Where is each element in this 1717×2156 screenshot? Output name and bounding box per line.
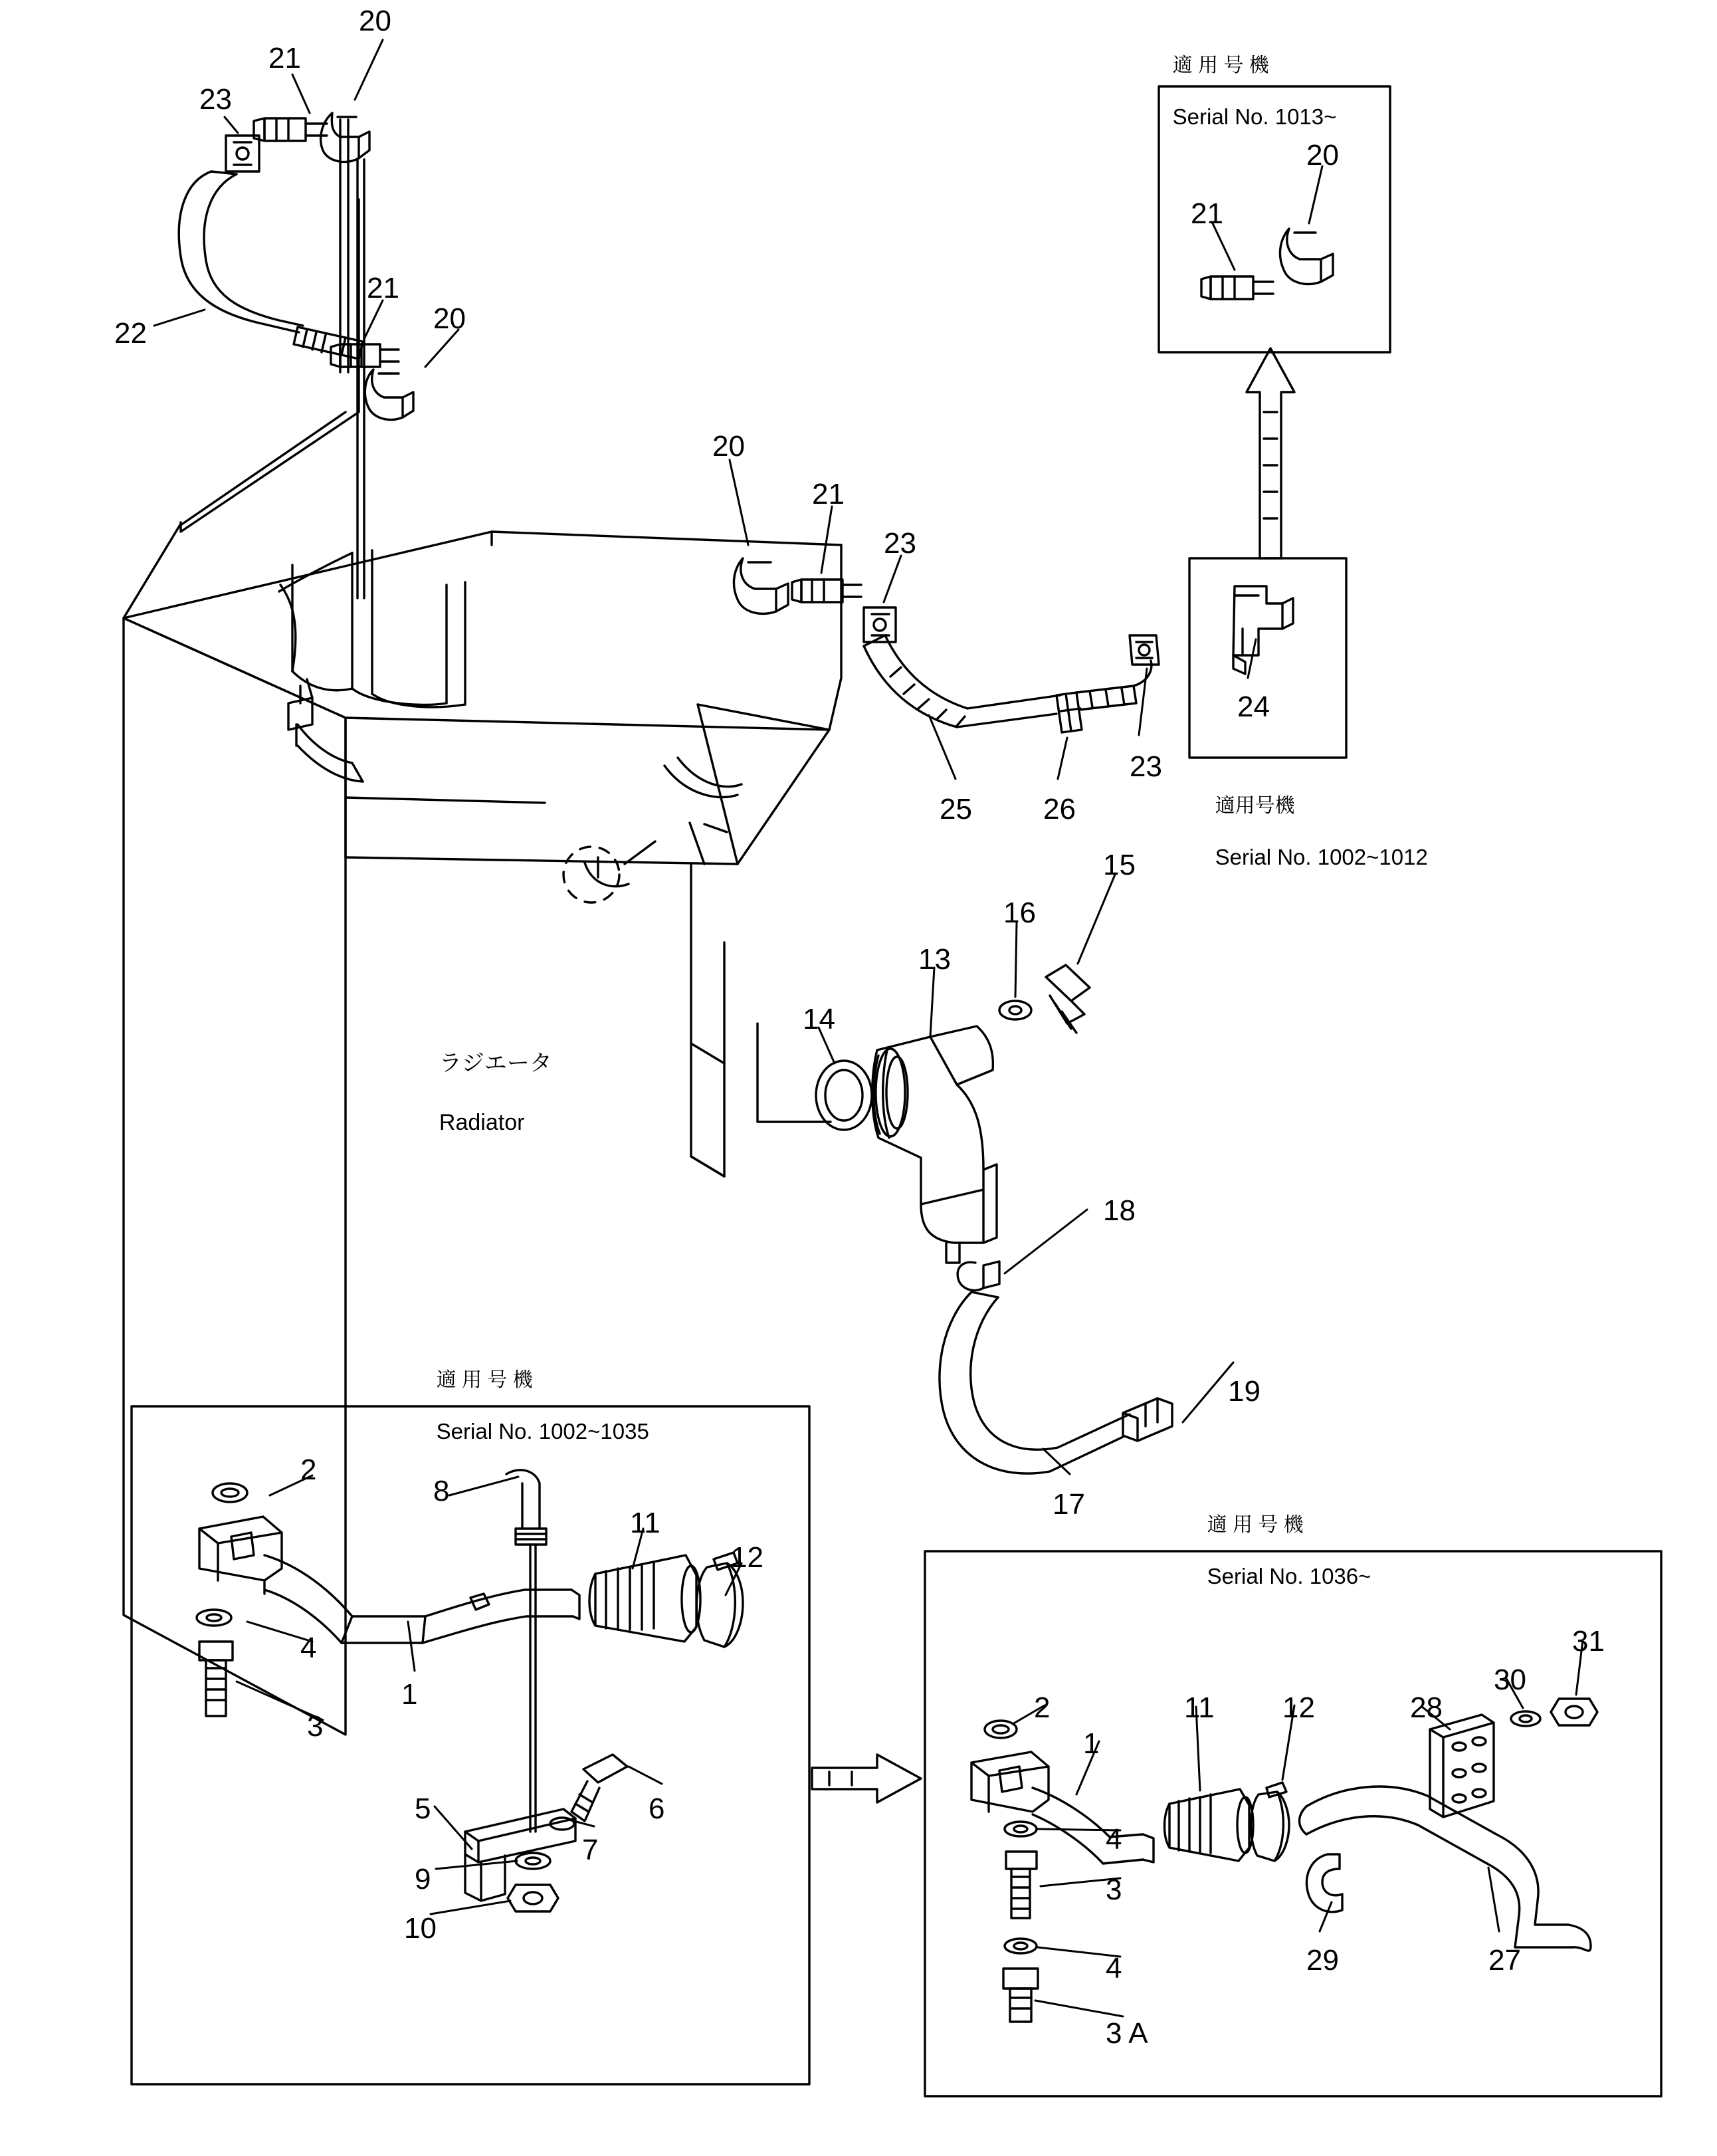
callout-number: 20: [359, 5, 391, 37]
callout-number: 19: [1228, 1375, 1261, 1408]
callout-number: 7: [582, 1834, 599, 1866]
inset-box-1002-1035-frame: [132, 1406, 809, 2084]
callout-number: 4: [1106, 1823, 1122, 1856]
serial-box-1013-serial: Serial No. 1013~: [1172, 104, 1337, 129]
callout-number: 4: [300, 1632, 317, 1664]
callout-number: 23: [884, 527, 916, 560]
serial-box-1036-jp: 適 用 号 機: [1207, 1513, 1304, 1536]
callout-number: 6: [649, 1792, 665, 1825]
callout-number: 23: [1130, 750, 1162, 783]
callout-number: 18: [1103, 1194, 1136, 1227]
callout-number: 2: [300, 1454, 317, 1486]
callout-number: 5: [415, 1792, 431, 1825]
callout-number: 12: [1282, 1691, 1315, 1724]
callout-number: 30: [1494, 1664, 1526, 1696]
serial-box-1002-1012-caption: [1204, 768, 1428, 871]
callout-number: 3 A: [1106, 2017, 1148, 2050]
callout-number: 9: [415, 1863, 431, 1895]
serial-box-1036-serial: Serial No. 1036~: [1207, 1563, 1371, 1588]
serial-box-1013-jp: 適 用 号 機: [1172, 54, 1269, 76]
callout-number: 21: [268, 42, 301, 74]
hose-25-26-assembly: [734, 558, 1159, 732]
callout-number: 14: [803, 1003, 835, 1035]
callout-number: 21: [812, 478, 845, 510]
serial-box-1002-1012-jp: 適用号機: [1215, 794, 1295, 817]
serial-box-1002-1035-serial: Serial No. 1002~1035: [436, 1418, 649, 1444]
callout-number: 23: [199, 83, 232, 116]
callout-number: 22: [114, 317, 147, 350]
callout-number: 29: [1306, 1944, 1339, 1977]
serial-box-1002-1035-caption: [425, 1343, 649, 1446]
arrow-right-1036: [812, 1755, 921, 1802]
callout-number: 3: [1106, 1874, 1122, 1906]
radiator-label-jp: ラジエータ: [439, 1051, 552, 1077]
callout-number: 1: [401, 1678, 418, 1711]
serial-box-1002-1035-jp: 適 用 号 機: [436, 1368, 533, 1391]
callout-number: 21: [367, 272, 399, 304]
callout-number: 26: [1043, 793, 1076, 825]
serial-box-1013-caption: [1162, 28, 1336, 131]
callout-number: 28: [1410, 1691, 1443, 1724]
arrow-up-1013: [1247, 348, 1294, 558]
radiator-label: [427, 1020, 552, 1137]
callout-number: 16: [1003, 897, 1036, 929]
callout-number: 24: [1237, 691, 1270, 723]
serial-box-1002-1012-frame: [1189, 558, 1346, 758]
callout-number: 11: [630, 1507, 660, 1539]
callout-number: 21: [1191, 197, 1223, 230]
callout-number: 2: [1034, 1691, 1051, 1724]
callout-number: 20: [712, 430, 745, 463]
serial-box-1002-1012-serial: Serial No. 1002~1012: [1215, 844, 1428, 869]
serial-box-1036-caption: [1196, 1487, 1371, 1590]
callout-number: 27: [1488, 1944, 1521, 1977]
nipple-21-elbow-20-left: [331, 120, 413, 598]
inset-box-1036-frame: [925, 1551, 1661, 2096]
callout-number: 4: [1106, 1952, 1122, 1985]
radiator-label-en: Radiator: [439, 1109, 525, 1135]
callout-number: 12: [731, 1541, 763, 1574]
callout-number: 17: [1053, 1488, 1085, 1521]
callout-number: 11: [1184, 1691, 1215, 1724]
callout-number: 15: [1103, 849, 1136, 881]
callout-number: 8: [433, 1475, 450, 1507]
leader-lines: [154, 40, 1583, 2016]
callout-number: 20: [433, 302, 466, 335]
callout-number: 31: [1572, 1625, 1605, 1658]
callout-number: 13: [918, 943, 951, 976]
callout-number: 25: [940, 793, 972, 825]
callout-number: 20: [1306, 139, 1339, 171]
callout-number: 10: [404, 1912, 437, 1945]
callout-number: 3: [307, 1710, 324, 1743]
callout-number: 1: [1083, 1727, 1100, 1760]
